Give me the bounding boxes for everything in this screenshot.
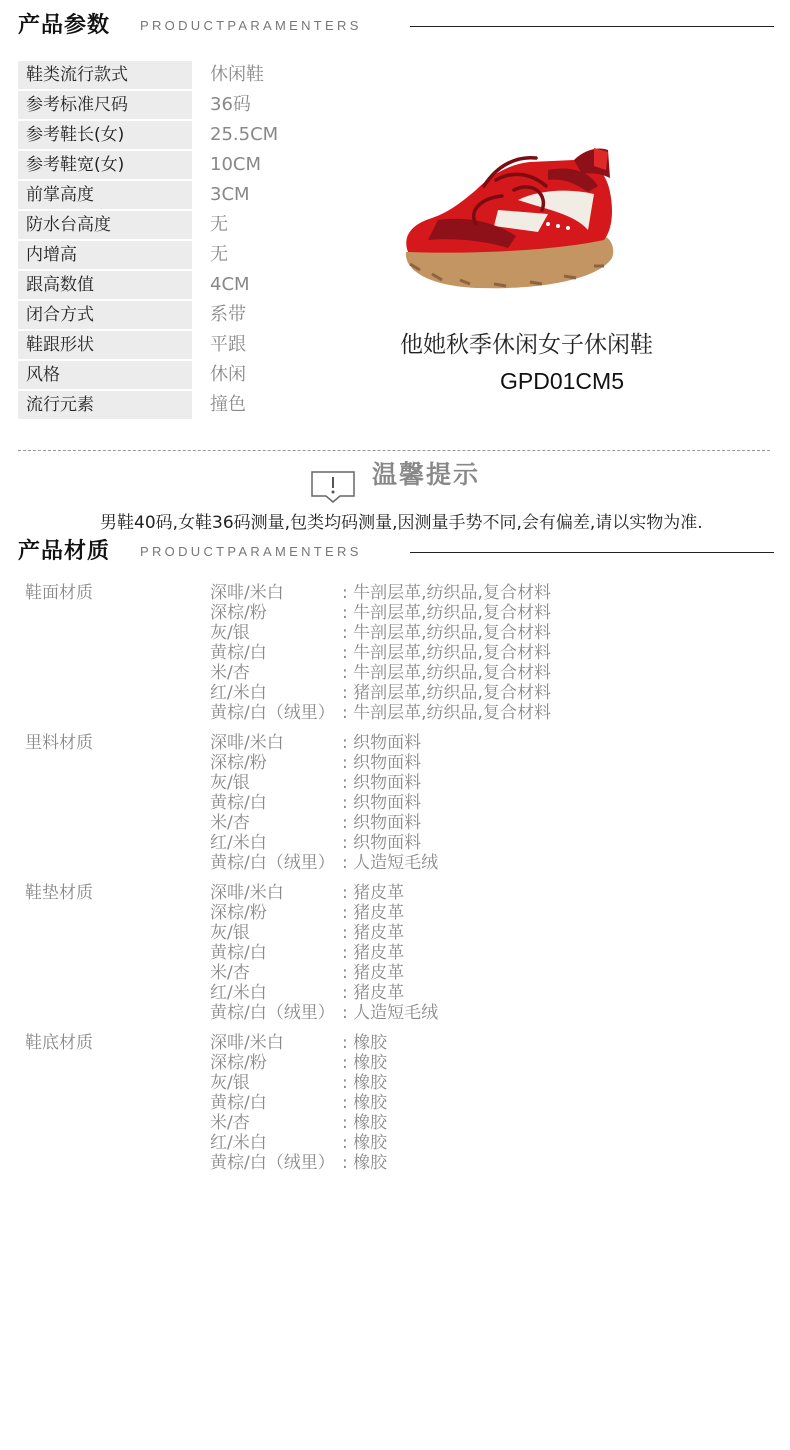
product-shoe-image [398,140,624,300]
material-value: : 织物面料 [342,813,422,833]
param-label: 风格 [18,361,192,389]
material-value: : 织物面料 [342,793,422,813]
param-row [18,150,338,180]
param-label: 参考标准尺码 [18,91,192,119]
material-color: 黄棕/白 [210,793,267,813]
material-value: : 猪皮革 [342,943,405,963]
param-label: 闭合方式 [18,301,192,329]
notice-title: 温馨提示 [372,460,481,489]
material-value: : 猪皮革 [342,883,405,903]
header-rule [410,552,774,553]
param-value: 休闲 [210,364,246,385]
param-row [18,300,338,330]
section-header-params [18,9,774,43]
material-value: : 织物面料 [342,753,422,773]
param-row [18,180,338,210]
material-value: : 橡胶 [342,1033,388,1053]
material-color: 深棕/粉 [210,753,267,773]
material-value: : 牛剖层革,纺织品,复合材料 [342,703,551,723]
material-color: 米/杏 [210,1113,250,1133]
dashed-divider [18,450,770,451]
param-label: 内增高 [18,241,192,269]
param-label: 参考鞋宽(女) [18,151,192,179]
material-value: : 橡胶 [342,1053,388,1073]
material-color: 红/米白 [210,683,267,703]
material-value: : 人造短毛绒 [342,1003,439,1023]
section-title: 产品参数 [18,13,111,38]
material-color: 深棕/粉 [210,903,267,923]
material-value: : 橡胶 [342,1133,388,1153]
param-value: 休闲鞋 [210,64,264,85]
param-row [18,210,338,240]
material-value: : 猪皮革 [342,923,405,943]
param-label: 前掌高度 [18,181,192,209]
param-row [18,360,338,390]
material-value: : 牛剖层革,纺织品,复合材料 [342,663,551,683]
material-value: : 猪剖层革,纺织品,复合材料 [342,683,551,703]
material-color: 黄棕/白（绒里） [210,1153,335,1173]
params-table [18,60,338,420]
section-title: 产品材质 [18,539,111,564]
material-group-label: 鞋面材质 [25,583,93,603]
param-value: 无 [210,244,228,265]
material-color: 深棕/粉 [210,603,267,623]
param-row [18,270,338,300]
material-color: 红/米白 [210,833,267,853]
material-value: : 猪皮革 [342,903,405,923]
material-value: : 橡胶 [342,1093,388,1113]
exclamation-speech-bubble-icon [310,470,356,504]
material-value: : 牛剖层革,纺织品,复合材料 [342,643,551,663]
product-code: GPD01CM5 [500,368,624,394]
material-group-label: 里料材质 [25,733,93,753]
param-row [18,330,338,360]
material-group-label: 鞋底材质 [25,1033,93,1053]
section-header-materials [18,535,774,569]
param-label: 鞋类流行款式 [18,61,192,89]
param-value: 4CM [210,274,250,295]
material-value: : 橡胶 [342,1073,388,1093]
material-color: 深啡/米白 [210,583,284,603]
param-label: 参考鞋长(女) [18,121,192,149]
param-label: 流行元素 [18,391,192,419]
param-label: 防水台高度 [18,211,192,239]
material-value: : 牛剖层革,纺织品,复合材料 [342,623,551,643]
material-color: 灰/银 [210,923,250,943]
material-value: : 牛剖层革,纺织品,复合材料 [342,603,551,623]
material-color: 米/杏 [210,663,250,683]
param-value: 25.5CM [210,124,279,145]
param-row [18,90,338,120]
material-value: : 橡胶 [342,1153,388,1173]
param-value: 无 [210,214,228,235]
material-color: 黄棕/白 [210,1093,267,1113]
param-value: 36码 [210,94,251,115]
material-color: 红/米白 [210,1133,267,1153]
material-value: : 牛剖层革,纺织品,复合材料 [342,583,551,603]
material-value: : 织物面料 [342,833,422,853]
notice-text: 男鞋40码,女鞋36码测量,包类均码测量,因测量手势不同,会有偏差,请以实物为准. [100,513,703,533]
material-color: 灰/银 [210,1073,250,1093]
material-color: 米/杏 [210,813,250,833]
material-color: 深啡/米白 [210,1033,284,1053]
material-value: : 人造短毛绒 [342,853,439,873]
param-value: 撞色 [210,394,246,415]
header-rule [410,26,774,27]
param-row [18,240,338,270]
material-color: 黄棕/白（绒里） [210,1003,335,1023]
material-color: 深棕/粉 [210,1053,267,1073]
material-color: 黄棕/白（绒里） [210,703,335,723]
section-subtitle: PRODUCTPARAMENTERS [140,18,362,33]
param-value: 平跟 [210,334,246,355]
param-value: 3CM [210,184,250,205]
material-value: : 织物面料 [342,733,422,753]
material-color: 深啡/米白 [210,883,284,903]
param-value: 系带 [210,304,246,325]
param-label: 跟高数值 [18,271,192,299]
material-color: 灰/银 [210,773,250,793]
material-color: 米/杏 [210,963,250,983]
section-subtitle: PRODUCTPARAMENTERS [140,544,362,559]
material-color: 红/米白 [210,983,267,1003]
material-group-label: 鞋垫材质 [25,883,93,903]
material-value: : 橡胶 [342,1113,388,1133]
material-color: 黄棕/白 [210,643,267,663]
material-value: : 猪皮革 [342,983,405,1003]
param-value: 10CM [210,154,262,175]
material-color: 深啡/米白 [210,733,284,753]
product-name: 他她秋季休闲女子休闲鞋 [400,332,653,358]
material-value: : 猪皮革 [342,963,405,983]
material-color: 灰/银 [210,623,250,643]
param-label: 鞋跟形状 [18,331,192,359]
material-color: 黄棕/白（绒里） [210,853,335,873]
param-row [18,390,338,420]
material-color: 黄棕/白 [210,943,267,963]
param-row [18,60,338,90]
material-value: : 织物面料 [342,773,422,793]
param-row [18,120,338,150]
